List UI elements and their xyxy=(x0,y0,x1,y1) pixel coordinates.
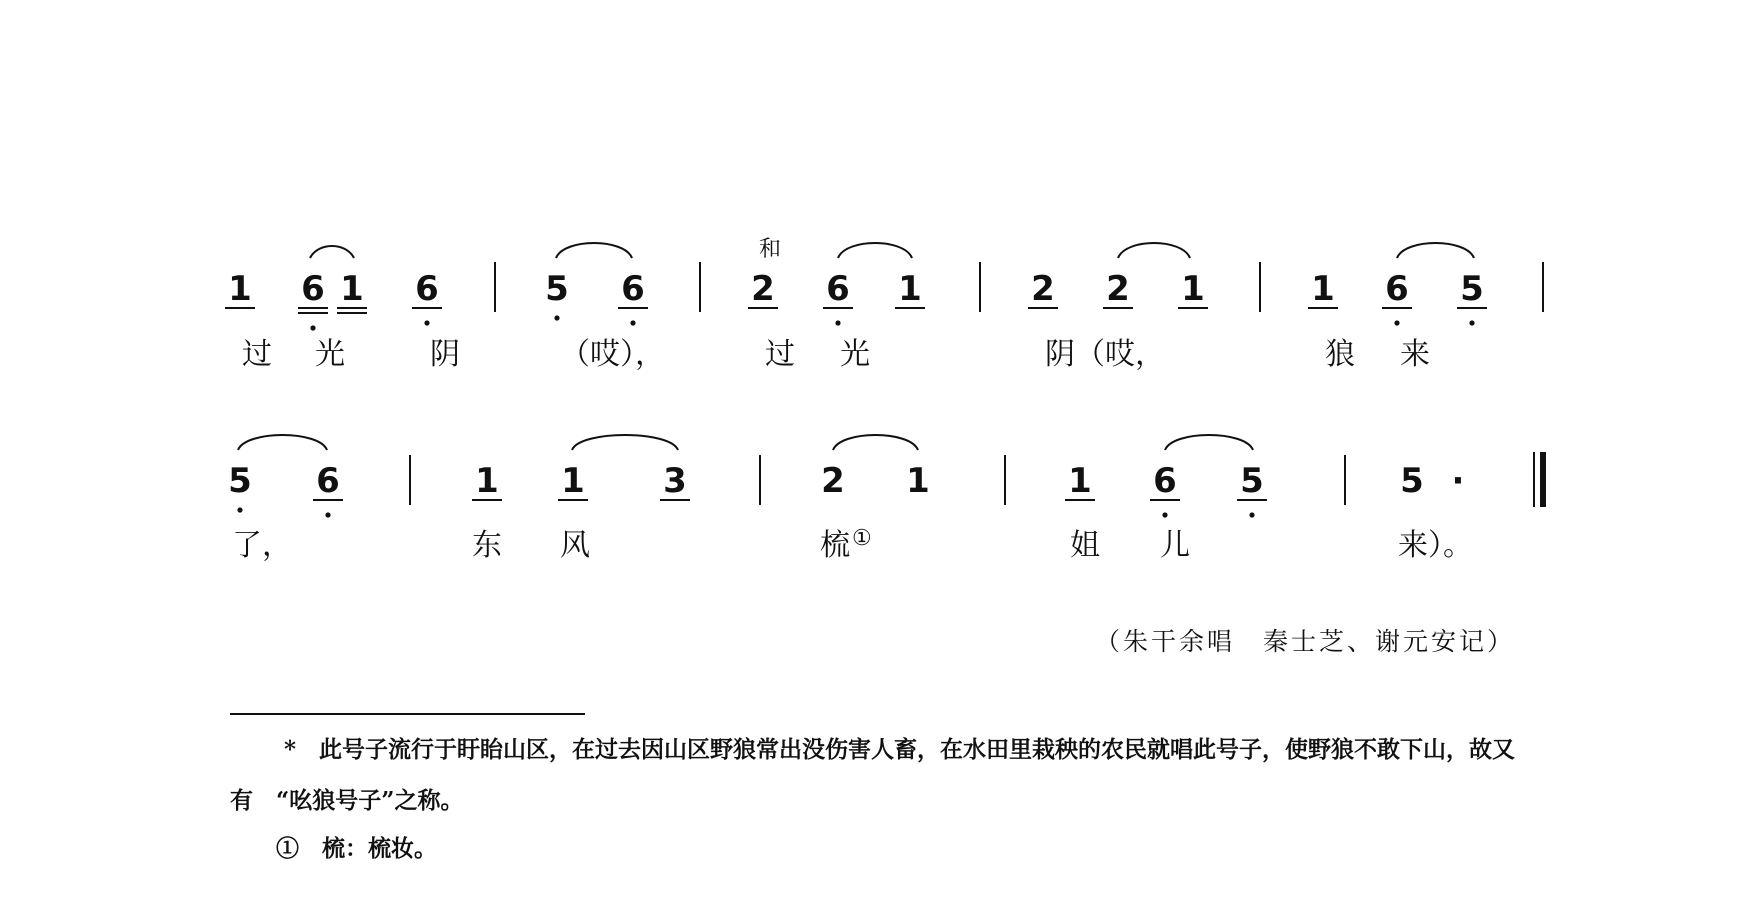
dynamic-mark: 和 xyxy=(758,237,782,262)
system2-octave-dot xyxy=(1162,512,1167,517)
lyric-syllable: 姐 xyxy=(1070,528,1100,563)
lyric-syllable: 儿 xyxy=(1160,528,1190,563)
system2-note: 1 xyxy=(561,461,585,501)
slur xyxy=(833,435,918,450)
system2-note: 6 xyxy=(1153,461,1177,501)
system2-note: 1 xyxy=(906,461,930,501)
slur xyxy=(310,246,354,258)
system1-octave-dot xyxy=(835,320,840,325)
system1-octave-dot xyxy=(554,315,559,320)
system2-note: 5 xyxy=(228,461,252,501)
system1-note: 1 xyxy=(340,269,364,309)
lyric-syllable: 风 xyxy=(560,528,590,563)
system1-octave-dot xyxy=(424,320,429,325)
slur xyxy=(1397,243,1474,258)
lyric-syllable: 来 xyxy=(1400,337,1430,372)
system1-note: 1 xyxy=(898,269,922,309)
slur xyxy=(1165,435,1253,450)
singer-recorder-credit: （朱干余唱 秦士芝、谢元安记） xyxy=(1095,627,1516,656)
system2-note: 5 xyxy=(1400,461,1424,501)
lyric-syllable: 过 xyxy=(242,337,272,372)
lyric-syllable: 东 xyxy=(472,528,502,563)
system1-note: 1 xyxy=(1311,269,1335,309)
system1-note: 5 xyxy=(545,269,569,309)
lyric-syllable: 阴（哎， xyxy=(1045,337,1165,372)
lyric-syllable: 过 xyxy=(765,337,795,372)
footnote-divider xyxy=(230,713,585,715)
lyric-syllable: 狼 xyxy=(1325,337,1355,372)
footnote-star: * 此号子流行于盱眙山区，在过去因山区野狼常出没伤害人畜，在水田里栽秧的农民就唱此号子，使野狼不敢下山，故又 xyxy=(284,736,1516,763)
system1-note: 5 xyxy=(1460,269,1484,309)
system1-note: 6 xyxy=(415,269,439,309)
system1-octave-dot xyxy=(310,325,315,330)
system1-note: 1 xyxy=(1181,269,1205,309)
slur xyxy=(238,435,327,450)
system2-note: 3 xyxy=(663,461,687,501)
system1-octave-dot xyxy=(630,320,635,325)
lyric-syllable: 阴 xyxy=(430,337,460,372)
system1-octave-dot xyxy=(1469,320,1474,325)
system1-note: 2 xyxy=(751,269,775,309)
system1-octave-dot xyxy=(1394,320,1399,325)
slur xyxy=(572,435,678,450)
lyric-syllable: 来）。 xyxy=(1398,528,1473,563)
slur xyxy=(1118,243,1190,258)
system1-note: 6 xyxy=(301,269,325,309)
system1-note: 6 xyxy=(826,269,850,309)
system1-note: 2 xyxy=(1031,269,1055,309)
system2-octave-dot xyxy=(1249,512,1254,517)
lyric-syllable: 了， xyxy=(232,528,292,563)
system2-note: 5 xyxy=(1240,461,1264,501)
system2-note: 2 xyxy=(821,461,845,501)
footnote-reference: ① xyxy=(852,526,872,551)
system1-note: 1 xyxy=(228,269,252,309)
system2-note: 1 xyxy=(475,461,499,501)
footnote-1: ① 梳：梳妆。 xyxy=(276,835,437,862)
system2-octave-dot xyxy=(325,512,330,517)
lyric-syllable: 光 xyxy=(315,337,345,372)
footnote-star-continuation: 有 “吆狼号子”之称。 xyxy=(230,787,464,814)
lyric-syllable: 梳 xyxy=(820,528,850,563)
slur xyxy=(556,243,632,258)
lyric-syllable: （哎）， xyxy=(560,337,665,372)
system2-octave-dot xyxy=(237,507,242,512)
slur xyxy=(838,243,912,258)
system1-note: 2 xyxy=(1106,269,1130,309)
system2-note: 6 xyxy=(316,461,340,501)
system2-note: 1 xyxy=(1068,461,1092,501)
system1-note: 6 xyxy=(1385,269,1409,309)
lyric-syllable: 光 xyxy=(840,337,870,372)
system2-note: · xyxy=(1451,461,1465,501)
system1-note: 6 xyxy=(621,269,645,309)
